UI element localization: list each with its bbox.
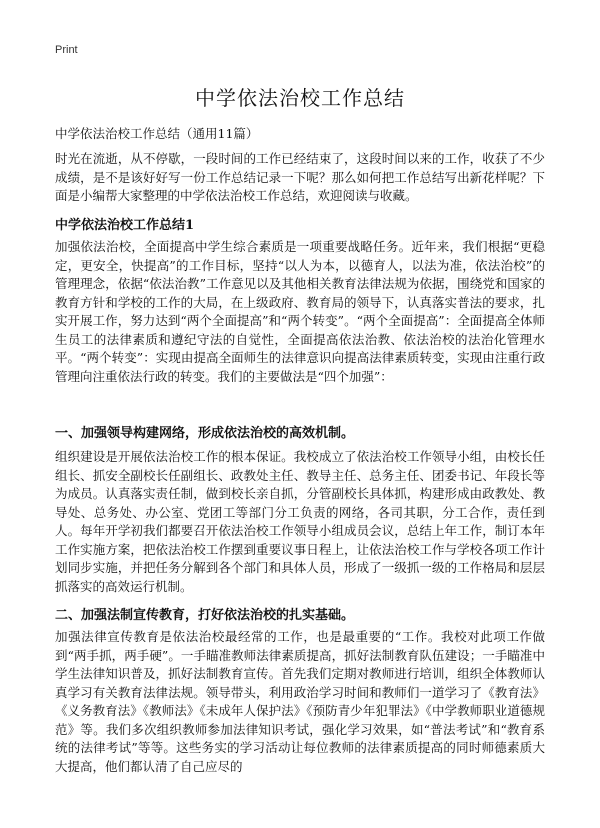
section-paragraph [55,238,545,386]
print-label[interactable]: Print [55,44,78,56]
subheading-one: 一、加强领导构建网络，形成依法治校的高效机制。 [55,426,355,441]
document-title: 中学依法治校工作总结 [195,86,405,110]
subheading-two: 二、加强法制宣传教育，打好依法治校的扎实基础。 [55,608,355,623]
intro-text: 时光在流逝，从不停歇，一段时间的工作已经结束了，这段时间以来的工作，收获了不少成绩，是不是该好好写一份工作总结记录一下呢？那么如何把工作总结写出新花样呢？下面是小编帮大家整理的中学依法治校工作总结，欢迎阅读与收藏。 [55,151,545,203]
paragraph-one [55,448,545,596]
section-heading: 中学依法治校工作总结1 [55,218,195,233]
section-paragraph-text: 加强依法治校，全面提高中学生综合素质是一项重要战略任务。近年来，我们根据“更稳定，更安全，快提高”的工作目标，坚持“以人为本，以德育人，以法为准，依法治校”的管理理念，依据“依法治教”工作意见以及其他相关教育法律法规为依据，围绕党和国家的教育方针和学校的工作的大局，在上级政府、教育局的领导下，认真落实普法的要求，扎实开展工作，努力达到“两个全面提高”和“两个转变”。“两个全面提高”：全面提高全体师生员工的法律素质和遵纪守法的自觉性，全面提高依法治教、依法治校的法治化管理水平。“两个转变”：实现由提高全面师生的法律意识向提高法律素质转变，实现由注重行政管理向注重依法行政的转变。我们的主要做法是“四个加强”： [55,239,545,384]
paragraph-two-text: 加强法律宣传教育是依法治校最经常的工作，也是最重要的“工作。我校对此项工作做到“两手抓，两手硬”。一手瞄准教师法律素质提高，抓好法制教育队伍建设；一手瞄准中学生法律知识普及，抓好法制教育宣传。首先我们定期对教师进行培训，组织全体教师认真学习有关教育法律法规。领导带头，利用政治学习时间和教师们一道学习了《教育法》《义务教育法》《教师法》《未成年人保护法》《预防青少年犯罪法》《中学教师职业道德规范》等。我们多次组织教师参加法律知识考试，强化学习效果，如“普法考试”和“教育系统的法律考试”等等。这些务实的学习活动让每位教师的法律素质提高的同时师德素质大大提高，他们都认清了自己应尽的 [55,629,545,774]
intro-paragraph [55,150,545,206]
paragraph-two [55,628,545,776]
document-subtitle: 中学依法治校工作总结（通用11篇） [55,126,259,141]
paragraph-one-text: 组织建设是开展依法治校工作的根本保证。我校成立了依法治校工作领导小组，由校长任组长、抓安全副校长任副组长、政教处主任、教导主任、总务主任、团委书记、年段长等为成员。认真落实责任制，做到校长亲自抓，分管副校长具体抓，构建形成由政教处、教导处、总务处、办公室、党团工等部门分工负责的网络，各司其职，分工合作，责任到人。每年开学初我们都要召开依法治校工作领导小组成员会议，总结上年工作，制订本年工作实施方案，把依法治校工作摆到重要议事日程上，让依法治校工作与学校各项工作计划同步实施，并把任务分解到各个部门和具体人员，形成了一级抓一级的工作格局和层层抓落实的高效运行机制。 [55,449,545,594]
